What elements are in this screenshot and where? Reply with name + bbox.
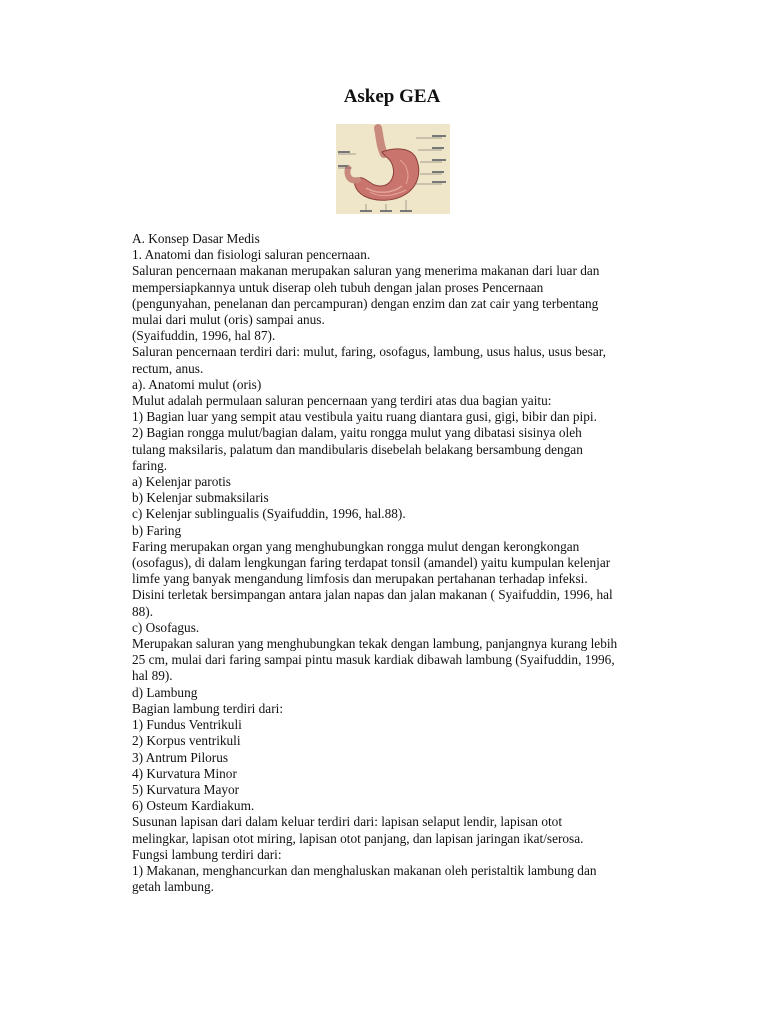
text-line: 6) Osteum Kardiakum.	[132, 798, 255, 814]
text-line: tulang maksilaris, palatum dan mandibularis disebelah belakang bersambung dengan	[132, 441, 583, 457]
document-title: Askep GEA	[343, 86, 441, 107]
text-line: mempersiapkannya untuk diserap oleh tubuh dengan jalan proses Pencernaan	[132, 279, 544, 295]
text-line: Saluran pencernaan terdiri dari: mulut, faring, osofagus, lambung, usus halus, usus besar,	[132, 344, 606, 360]
text-line: 2) Korpus ventrikuli	[132, 733, 241, 749]
text-line: hal 89).	[132, 668, 173, 684]
text-line: Faring merupakan organ yang menghubungkan rongga mulut dengan kerongkongan	[132, 538, 580, 554]
text-line: b) Kelenjar submaksilaris	[132, 490, 269, 506]
text-line: 5) Kurvatura Mayor	[132, 781, 240, 797]
text-line: limfe yang banyak mengandung limfosis dan merupakan pertahanan terhadap infeksi.	[132, 571, 588, 587]
text-line: rectum, anus.	[132, 360, 204, 376]
stomach-anatomy-figure	[336, 124, 450, 214]
text-line: Fungsi lambung terdiri dari:	[132, 846, 282, 862]
text-line: A. Konsep Dasar Medis	[132, 231, 260, 246]
text-line: melingkar, lapisan otot miring, lapisan otot panjang, dan lapisan jaringan ikat/serosa.	[132, 830, 584, 846]
text-line: Susunan lapisan dari dalam keluar terdiri dari: lapisan selaput lendir, lapisan otot	[132, 814, 563, 830]
text-line: Saluran pencernaan makanan merupakan saluran yang menerima makanan dari luar dan	[132, 263, 600, 279]
document-body	[132, 231, 652, 895]
text-line: faring.	[132, 457, 168, 473]
text-line: 1) Fundus Ventrikuli	[132, 717, 242, 733]
text-line: Bagian lambung terdiri dari:	[132, 700, 284, 716]
text-line: Mulut adalah permulaan saluran pencernaan yang terdiri atas dua bagian yaitu:	[132, 393, 552, 409]
text-line: mulai dari mulut (oris) sampai anus.	[132, 312, 325, 328]
text-line: 4) Kurvatura Minor	[132, 765, 237, 781]
text-line: c) Osofagus.	[132, 619, 200, 635]
text-line: b) Faring	[132, 522, 182, 538]
text-line: 25 cm, mulai dari faring sampai pintu masuk kardiak dibawah lambung (Syaifuddin, 1996,	[132, 652, 615, 668]
text-line: a) Kelenjar parotis	[132, 474, 231, 490]
text-line: Disini terletak bersimpangan antara jalan napas dan jalan makanan ( Syaifuddin, 1996, hal	[132, 587, 613, 603]
text-line: 1. Anatomi dan fisiologi saluran pencernaan.	[132, 247, 371, 263]
text-line: Merupakan saluran yang menghubungkan tekak dengan lambung, panjangnya kurang lebih	[132, 636, 618, 652]
text-line: (pengunyahan, penelanan dan percampuran) dengan enzim dan zat cair yang terbentang	[132, 295, 599, 311]
text-line: a). Anatomi mulut (oris)	[132, 376, 262, 392]
text-line: c) Kelenjar sublingualis (Syaifuddin, 1996, hal.88).	[132, 506, 406, 522]
text-line: 2) Bagian rongga mulut/bagian dalam, yaitu rongga mulut yang dibatasi sisinya oleh	[132, 425, 582, 441]
text-line: getah lambung.	[132, 879, 214, 895]
text-line: 88).	[132, 603, 154, 619]
text-line: (Syaifuddin, 1996, hal 87).	[132, 328, 276, 344]
text-line: d) Lambung	[132, 684, 198, 700]
text-line: 3) Antrum Pilorus	[132, 749, 229, 765]
text-line: (osofagus), di dalam lengkungan faring terdapat tonsil (amandel) yaitu kumpulan kelenjar	[132, 555, 611, 571]
text-line: 1) Bagian luar yang sempit atau vestibula yaitu ruang diantara gusi, gigi, bibir dan pipi.	[132, 409, 597, 425]
text-line: 1) Makanan, menghancurkan dan menghaluskan makanan oleh peristaltik lambung dan	[132, 862, 597, 878]
